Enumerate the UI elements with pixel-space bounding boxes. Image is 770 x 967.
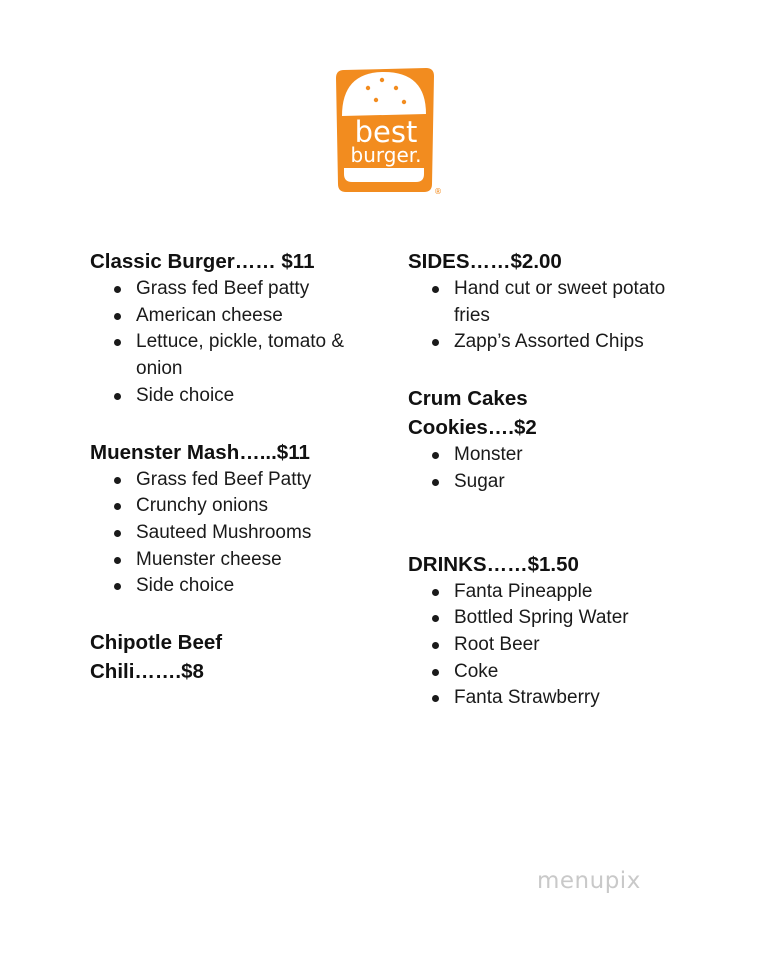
list-item: Grass fed Beef Patty [136,467,390,494]
list-item: Bottled Spring Water [454,605,708,632]
cakes-cookies-heading-line2: Cookies….$2 [408,416,537,440]
drinks-heading: DRINKS……$1.50 [408,552,579,576]
chipotle-chili-heading-line2: Chili…….$8 [90,660,204,684]
list-item: Zapp’s Assorted Chips [454,329,708,356]
list-item: Sauteed Mushrooms [136,520,390,547]
sides-section [408,247,708,356]
list-item: Fanta Pineapple [454,579,708,606]
best-burger-logo [330,66,442,198]
chipotle-chili-heading-line1: Chipotle Beef [90,631,223,655]
list-item: Coke [454,659,708,686]
drinks-items [408,579,708,713]
list-item: Root Beer [454,632,708,659]
list-item: Grass fed Beef patty [136,276,390,303]
list-item: Muenster cheese [136,547,390,574]
list-item: Side choice [136,573,390,600]
logo-text-best: best [354,115,418,149]
classic-burger-items [90,276,390,410]
sides-items [408,276,708,356]
menu-right-column [408,247,708,712]
chipotle-chili-section [90,628,390,686]
classic-burger-heading: Classic Burger…… $11 [90,250,315,273]
list-item: Fanta Strawberry [454,685,708,712]
muenster-mash-items [90,467,390,601]
logo-text-burger: burger. [350,143,422,167]
list-item: American cheese [136,303,390,330]
list-item: Lettuce, pickle, tomato & onion [136,329,366,382]
logo-trademark: ® [434,187,442,196]
muenster-mash-section [90,438,390,601]
cakes-cookies-items [408,442,708,495]
menu-left-column [90,247,390,686]
list-item: Side choice [136,383,390,410]
cakes-cookies-heading-line1: Crum Cakes [408,387,528,411]
list-item: Crunchy onions [136,493,390,520]
classic-burger-section [90,247,390,410]
sides-heading: SIDES……$2.00 [408,250,562,273]
menupix-watermark: menupix [537,868,641,894]
drinks-section [408,550,708,713]
list-item: Monster [454,442,708,469]
list-item: Sugar [454,469,708,496]
cakes-cookies-section [408,384,708,495]
list-item: Hand cut or sweet potato fries [454,276,694,329]
muenster-mash-heading: Muenster Mash…...$11 [90,440,310,464]
